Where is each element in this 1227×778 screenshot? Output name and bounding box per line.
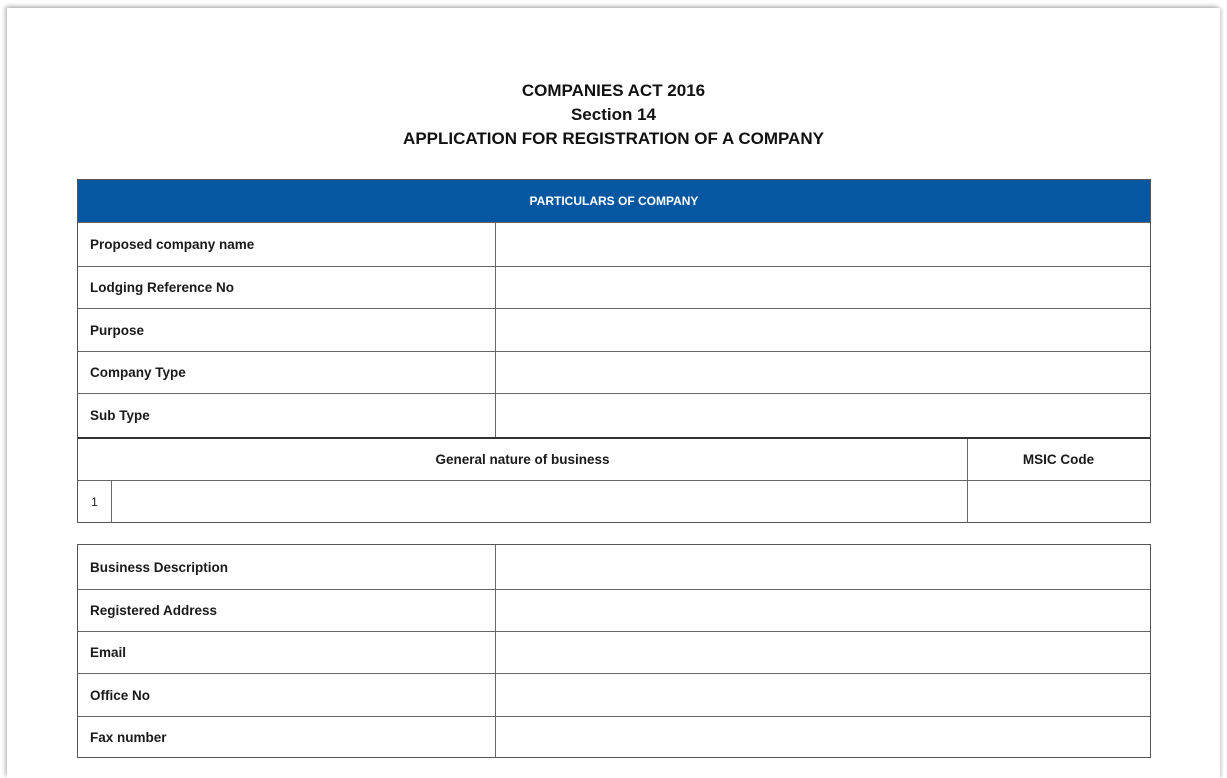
- field-label: Purpose: [90, 322, 145, 338]
- field-row-purpose: [78, 308, 1150, 351]
- business-nature-value: [112, 481, 967, 523]
- field-label: Business Description: [90, 559, 229, 575]
- office-no-value: [495, 674, 1150, 716]
- particulars-header: PARTICULARS OF COMPANY: [78, 180, 1150, 222]
- business-description-value: [495, 545, 1150, 589]
- email-value: [495, 632, 1150, 673]
- field-label: Company Type: [90, 365, 186, 380]
- field-row-proposed-company-name: [78, 222, 1150, 266]
- application-title: APPLICATION FOR REGISTRATION OF A COMPANY: [403, 129, 824, 148]
- lodging-reference-no-value: [495, 267, 1150, 308]
- field-label: Lodging Reference No: [90, 280, 235, 295]
- field-row-office-no: [78, 673, 1150, 716]
- document-title: [0, 79, 1227, 151]
- section-title: Section 14: [570, 105, 657, 124]
- field-label: Fax number: [90, 730, 167, 745]
- field-label: Office No: [90, 687, 151, 703]
- business-row: [78, 480, 1150, 523]
- contact-table: [77, 544, 1151, 758]
- fax-number-value: [495, 717, 1150, 758]
- sub-type-value: [495, 394, 1150, 437]
- proposed-company-name-value: [495, 223, 1150, 266]
- msic-code-value: [967, 481, 1150, 523]
- field-label: Sub Type: [90, 408, 150, 423]
- field-row-email: [78, 631, 1150, 673]
- registered-address-value: [495, 590, 1150, 631]
- field-row-company-type: [78, 351, 1150, 393]
- particulars-table: [77, 179, 1151, 523]
- company-type-value: [495, 352, 1150, 393]
- field-label: Proposed company name: [90, 237, 255, 252]
- field-row-fax-number: [78, 716, 1150, 758]
- field-label: Registered Address: [90, 603, 218, 618]
- field-row-registered-address: [78, 589, 1150, 631]
- field-row-lodging-reference-no: [78, 266, 1150, 308]
- general-nature-of-business-header: General nature of business: [435, 452, 610, 467]
- field-row-business-description: [78, 545, 1150, 589]
- msic-code-header: MSIC Code: [1022, 452, 1095, 467]
- business-nature-header-row: [78, 437, 1150, 480]
- field-row-sub-type: [78, 393, 1150, 437]
- business-row-number: 1: [91, 495, 98, 509]
- field-label: Email: [90, 645, 127, 660]
- act-title: COMPANIES ACT 2016: [521, 81, 706, 100]
- purpose-value: [495, 309, 1150, 351]
